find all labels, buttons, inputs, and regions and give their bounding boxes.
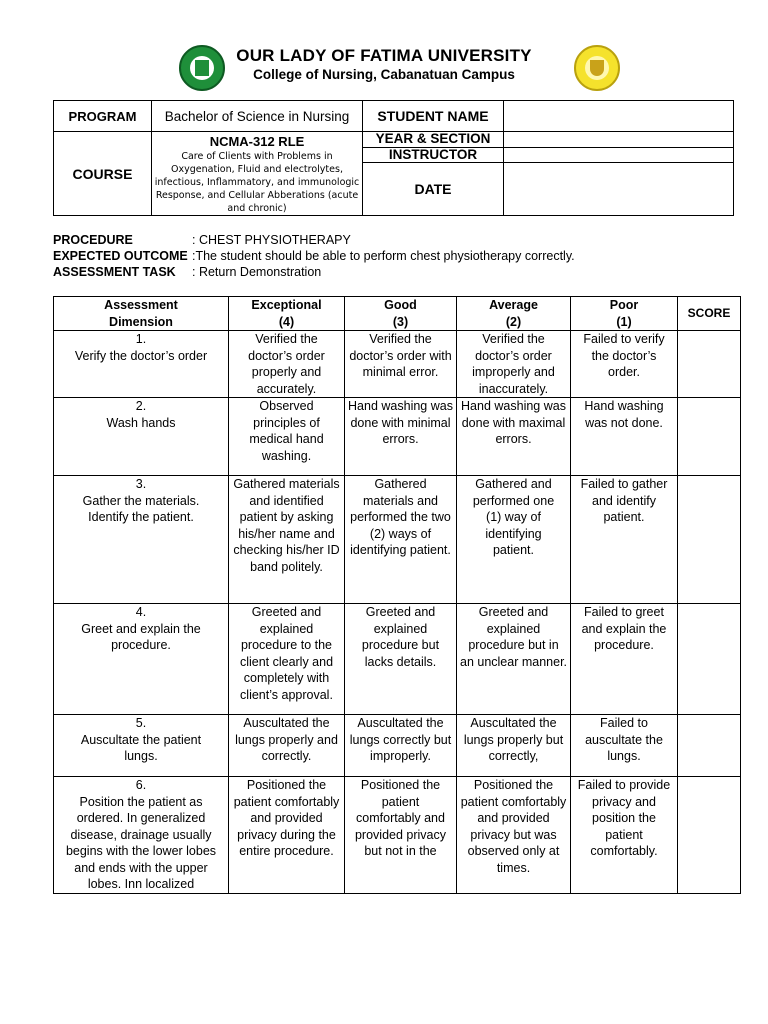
good-cell: Gathered materials and performed the two (2) ways of identifying patient. [345, 476, 457, 604]
average-cell: Hand washing was done with maximal errors. [457, 398, 571, 476]
header-average: Average (2) [457, 297, 571, 331]
average-cell: Gathered and performed one (1) way of identifying patient. [457, 476, 571, 604]
expected-outcome-row [53, 248, 575, 264]
header-poor: Poor (1) [571, 297, 678, 331]
exceptional-cell: Greeted and explained procedure to the client clearly and completely with client’s approval. [229, 604, 345, 715]
table-row [54, 604, 741, 715]
score-cell[interactable] [678, 777, 741, 894]
assessment-task-value: : Return Demonstration [192, 265, 322, 279]
university-name: OUR LADY OF FATIMA UNIVERSITY [236, 46, 532, 65]
table-row [54, 715, 741, 777]
score-cell[interactable] [678, 398, 741, 476]
rubric-table [53, 296, 741, 894]
header-score: SCORE [678, 297, 741, 331]
dimension-cell: 6. Position the patient as ordered. In generalized disease, drainage usually begins with the lower lobes and ends with the upper lobes. Inn localized [54, 777, 229, 894]
good-cell: Positioned the patient comfortably and provided privacy but not in the [345, 777, 457, 894]
student-name-label: STUDENT NAME [363, 101, 504, 132]
average-cell: Verified the doctor’s order improperly and inaccurately. [457, 331, 571, 398]
dimension-cell: 3. Gather the materials. Identify the patient. [54, 476, 229, 604]
procedure-row [53, 232, 575, 248]
table-row [54, 777, 741, 894]
document-header [0, 40, 768, 100]
dimension-cell: 2. Wash hands [54, 398, 229, 476]
average-cell: Greeted and explained procedure but in an unclear manner. [457, 604, 571, 715]
procedure-label: PROCEDURE [53, 233, 133, 247]
good-cell: Greeted and explained procedure but lacks details. [345, 604, 457, 715]
table-row [54, 398, 741, 476]
dimension-cell: 4. Greet and explain the procedure. [54, 604, 229, 715]
poor-cell: Hand washing was not done. [571, 398, 678, 476]
table-row [54, 476, 741, 604]
expected-outcome-label: EXPECTED OUTCOME [53, 249, 188, 263]
instructor-label: INSTRUCTOR [363, 147, 504, 163]
header-good: Good (3) [345, 297, 457, 331]
course-cell [152, 132, 363, 216]
date-field[interactable] [504, 163, 734, 216]
dimension-cell: 1. Verify the doctor’s order [54, 331, 229, 398]
procedure-meta [53, 232, 575, 280]
good-cell: Auscultated the lungs correctly but improperly. [345, 715, 457, 777]
poor-cell: Failed to provide privacy and position the patient comfortably. [571, 777, 678, 894]
score-cell[interactable] [678, 331, 741, 398]
course-code: NCMA-312 RLE [209, 134, 305, 149]
good-cell: Verified the doctor’s order with minimal error. [345, 331, 457, 398]
college-name: College of Nursing, Cabanatuan Campus [253, 67, 515, 82]
exceptional-cell: Gathered materials and identified patient by asking his/her name and checking his/her ID band politely. [229, 476, 345, 604]
exceptional-cell: Positioned the patient comfortably and provided privacy during the entire procedure. [229, 777, 345, 894]
course-label: COURSE [54, 132, 152, 216]
dimension-cell: 5. Auscultate the patient lungs. [54, 715, 229, 777]
student-info-table [53, 100, 734, 216]
expected-outcome-value: :The student should be able to perform chest physiotherapy correctly. [192, 249, 575, 263]
good-cell: Hand washing was done with minimal errors. [345, 398, 457, 476]
instructor-field[interactable] [504, 147, 734, 163]
exceptional-cell: Auscultated the lungs properly and correctly. [229, 715, 345, 777]
year-section-label: YEAR & SECTION [363, 132, 504, 148]
assessment-task-label: ASSESSMENT TASK [53, 265, 176, 279]
program-value: Bachelor of Science in Nursing [152, 101, 363, 132]
score-cell[interactable] [678, 604, 741, 715]
exceptional-cell: Observed principles of medical hand washing. [229, 398, 345, 476]
year-section-field[interactable] [504, 132, 734, 148]
college-seal-logo [574, 45, 620, 91]
poor-cell: Failed to auscultate the lungs. [571, 715, 678, 777]
poor-cell: Failed to greet and explain the procedure. [571, 604, 678, 715]
exceptional-cell: Verified the doctor’s order properly and accurately. [229, 331, 345, 398]
program-label: PROGRAM [54, 101, 152, 132]
header-exceptional: Exceptional (4) [229, 297, 345, 331]
assessment-task-row [53, 264, 575, 280]
score-cell[interactable] [678, 715, 741, 777]
header-dimension: Assessment Dimension [54, 297, 229, 331]
poor-cell: Failed to gather and identify patient. [571, 476, 678, 604]
poor-cell: Failed to verify the doctor’s order. [571, 331, 678, 398]
table-row [54, 331, 741, 398]
procedure-value: : CHEST PHYSIOTHERAPY [192, 233, 351, 247]
average-cell: Auscultated the lungs properly but correctly, [457, 715, 571, 777]
average-cell: Positioned the patient comfortably and provided privacy but was observed only at times. [457, 777, 571, 894]
course-description: Care of Clients with Problems in Oxygenation, Fluid and electrolytes, infectious, Inflammatory, and immunologic Response, and Cellular Abberations (acute and chronic) [154, 151, 360, 214]
date-label: DATE [363, 163, 504, 216]
student-name-field[interactable] [504, 101, 734, 132]
score-cell[interactable] [678, 476, 741, 604]
